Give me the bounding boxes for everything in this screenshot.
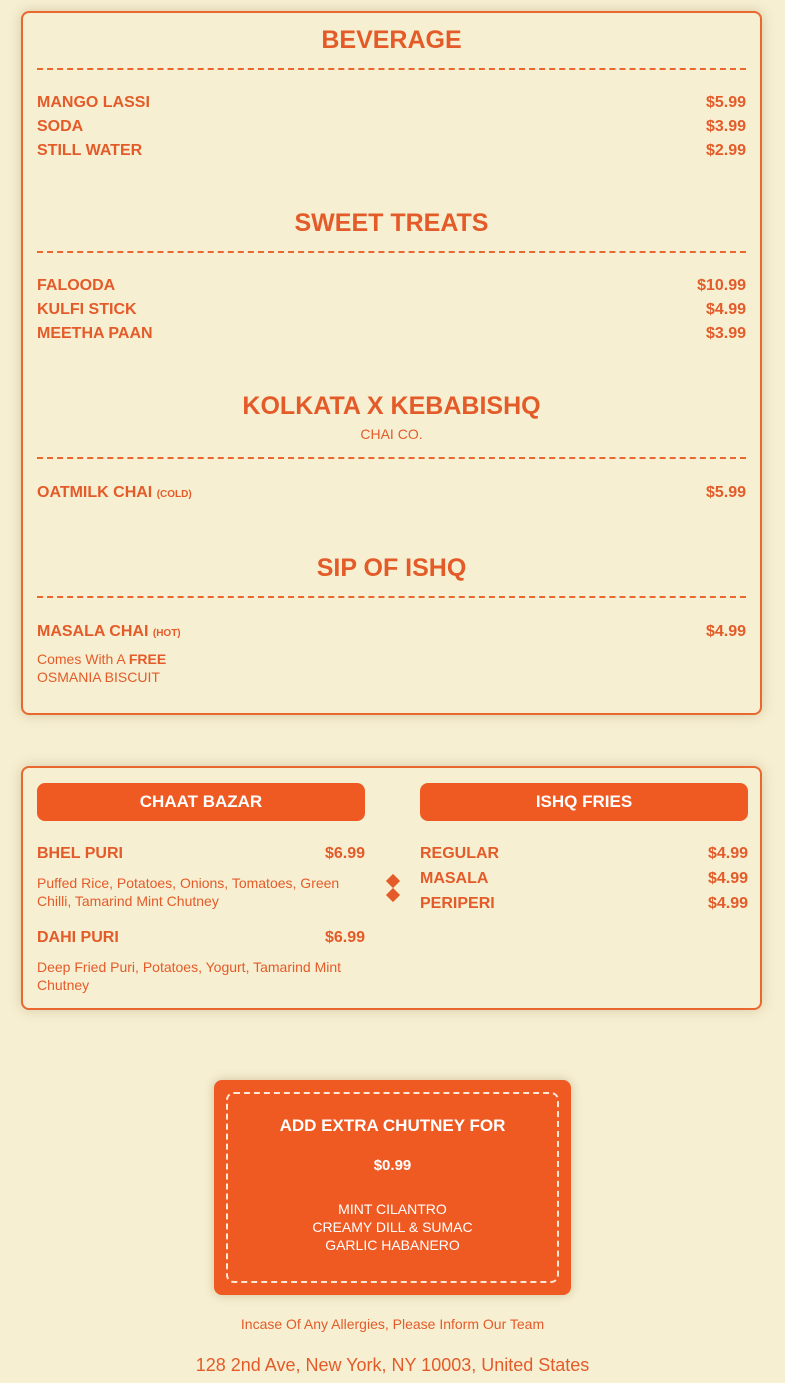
menu-item — [23, 322, 760, 346]
item-name: MASALA CHAI — [37, 623, 149, 640]
allergy-note: Incase Of Any Allergies, Please Inform Our Team — [240, 1316, 545, 1332]
chutney-title: ADD EXTRA CHUTNEY FOR — [279, 1116, 506, 1135]
beverage-section — [23, 25, 760, 163]
item-name: PERIPERI — [420, 895, 495, 912]
chutney-option: CREAMY DILL & SUMAC — [312, 1219, 473, 1235]
menu-item — [420, 894, 748, 914]
menu-item — [37, 844, 365, 864]
chutney-options — [228, 1200, 557, 1254]
item-name: STILL WATER — [37, 142, 143, 159]
extra-chutney-box — [214, 1080, 571, 1295]
item-name: KULFI STICK — [37, 301, 137, 318]
item-tag: (COLD) — [156, 489, 192, 500]
chutney-price: $0.99 — [373, 1157, 412, 1174]
item-price: $6.99 — [324, 929, 365, 946]
note-text: Comes With A — [37, 651, 125, 667]
item-note — [23, 650, 760, 686]
item-price: $5.99 — [705, 484, 746, 501]
item-price: $6.99 — [324, 845, 365, 862]
menu-item — [420, 844, 748, 864]
item-description: Deep Fried Puri, Potatoes, Yogurt, Tamarind Mint Chutney — [37, 959, 342, 993]
divider — [37, 68, 746, 70]
item-name: MANGO LASSI — [37, 94, 150, 111]
item-name: SODA — [37, 118, 84, 135]
drinks-menu-card — [21, 11, 762, 715]
snacks-menu-card — [21, 766, 762, 1010]
chutney-option: MINT CILANTRO — [338, 1201, 447, 1217]
divider — [37, 251, 746, 253]
item-price: $4.99 — [707, 845, 748, 862]
item-price: $4.99 — [705, 623, 746, 640]
sweet-treats-section — [23, 208, 760, 346]
menu-item — [23, 274, 760, 298]
item-price: $4.99 — [705, 301, 746, 318]
address: 128 2nd Ave, New York, NY 10003, United States — [195, 1355, 590, 1375]
menu-item — [23, 91, 760, 115]
item-name: BHEL PURI — [37, 845, 123, 862]
item-price: $3.99 — [705, 325, 746, 342]
item-name: OATMILK CHAI — [37, 484, 153, 501]
item-name: REGULAR — [420, 845, 500, 862]
diamond-icon — [386, 874, 400, 888]
menu-item — [23, 620, 760, 646]
menu-item — [23, 298, 760, 322]
chutney-option: GARLIC HABANERO — [325, 1237, 460, 1253]
menu-item — [37, 928, 365, 948]
item-name: FALOODA — [37, 277, 116, 294]
menu-item — [420, 869, 748, 889]
item-price: $2.99 — [705, 142, 746, 159]
item-price: $5.99 — [705, 94, 746, 111]
sweet-treats-title: SWEET TREATS — [294, 209, 489, 237]
item-name: MEETHA PAAN — [37, 325, 153, 342]
item-price: $4.99 — [707, 895, 748, 912]
item-name: MASALA — [420, 870, 489, 887]
kolkata-title: KOLKATA X KEBABISHQ — [242, 392, 541, 420]
chaat-bazar-header: CHAAT BAZAR — [37, 783, 365, 821]
sip-title: SIP OF ISHQ — [316, 554, 467, 582]
item-tag: (HOT) — [152, 628, 181, 639]
kolkata-section — [23, 391, 760, 507]
item-price: $4.99 — [707, 870, 748, 887]
kolkata-subtitle: CHAI CO. — [360, 426, 423, 442]
divider — [37, 457, 746, 459]
menu-item — [23, 115, 760, 139]
sip-of-ishq-section — [23, 553, 760, 686]
note-text: OSMANIA BISCUIT — [37, 669, 160, 685]
divider — [37, 596, 746, 598]
item-name: DAHI PURI — [37, 929, 119, 946]
item-price: $3.99 — [705, 118, 746, 135]
diamond-icon — [386, 888, 400, 902]
item-price: $10.99 — [697, 277, 746, 294]
ishq-fries-header: ISHQ FRIES — [420, 783, 748, 821]
beverage-title: BEVERAGE — [321, 26, 462, 54]
menu-item — [23, 481, 760, 507]
item-description: Puffed Rice, Potatoes, Onions, Tomatoes, Green Chilli, Tamarind Mint Chutney — [37, 875, 340, 909]
menu-item — [23, 139, 760, 163]
chutney-inner-border — [226, 1092, 559, 1283]
free-label: FREE — [128, 651, 167, 667]
